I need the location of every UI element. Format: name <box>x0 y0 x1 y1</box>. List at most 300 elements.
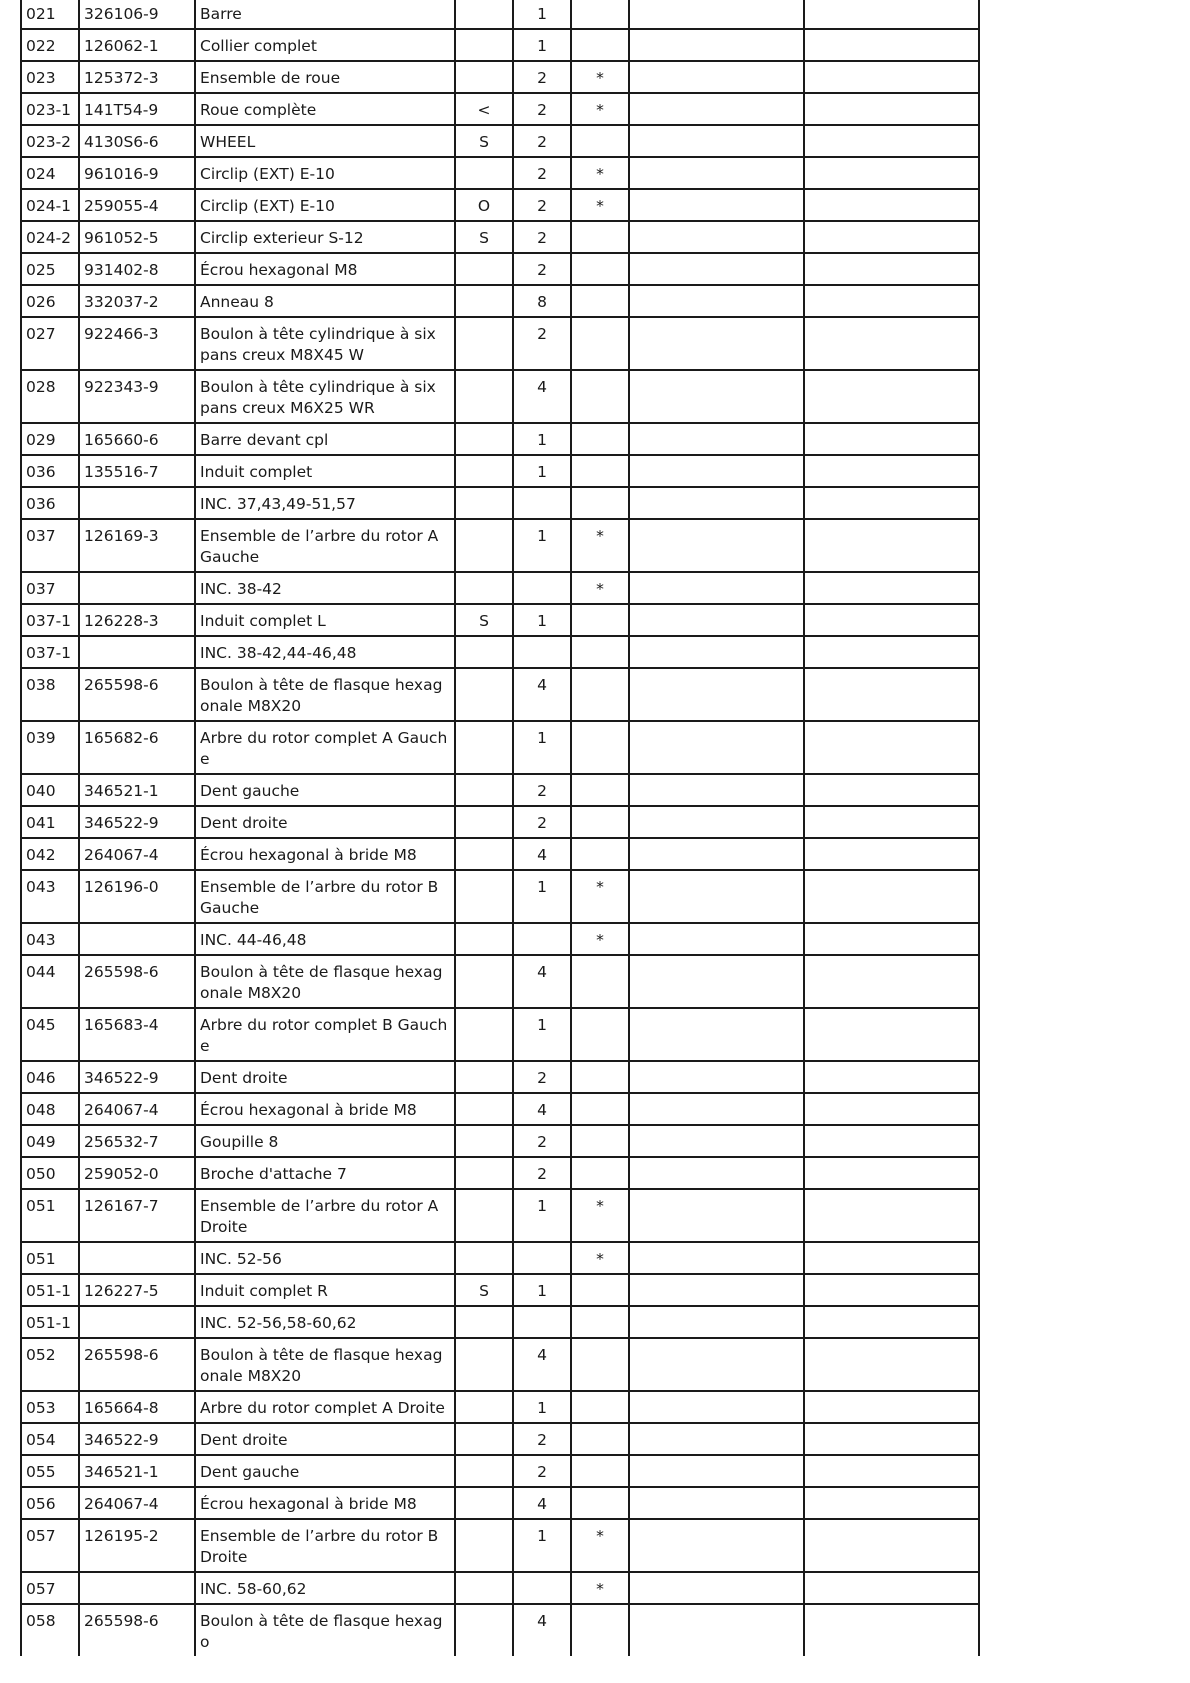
mark-cell <box>571 1157 629 1189</box>
part-number-cell <box>79 636 195 668</box>
mark-cell <box>571 487 629 519</box>
empty-cell <box>629 955 804 1008</box>
table-row <box>21 253 979 285</box>
table-row <box>21 487 979 519</box>
empty-cell <box>629 1572 804 1604</box>
empty-cell <box>804 1189 979 1242</box>
mark-cell: * <box>571 923 629 955</box>
description-cell: Écrou hexagonal à bride M8 <box>195 838 455 870</box>
part-number-cell <box>79 1572 195 1604</box>
mark-cell <box>571 1487 629 1519</box>
part-number-cell: 265598-6 <box>79 1604 195 1656</box>
part-number-cell: 264067-4 <box>79 838 195 870</box>
table-row <box>21 1061 979 1093</box>
table-row <box>21 455 979 487</box>
part-number-cell: 265598-6 <box>79 955 195 1008</box>
part-number-cell: 264067-4 <box>79 1487 195 1519</box>
empty-cell <box>629 1093 804 1125</box>
code-cell <box>455 61 513 93</box>
table-row <box>21 1572 979 1604</box>
part-number-cell: 264067-4 <box>79 1093 195 1125</box>
code-cell <box>455 1572 513 1604</box>
empty-cell <box>629 636 804 668</box>
quantity-cell: 1 <box>513 1519 571 1572</box>
description-cell: Induit complet <box>195 455 455 487</box>
code-cell <box>455 0 513 29</box>
mark-cell <box>571 455 629 487</box>
empty-cell <box>629 923 804 955</box>
description-cell: Écrou hexagonal à bride M8 <box>195 1093 455 1125</box>
ref-cell: 050 <box>21 1157 79 1189</box>
quantity-cell: 1 <box>513 455 571 487</box>
part-number-cell: 4130S6-6 <box>79 125 195 157</box>
table-row <box>21 870 979 923</box>
code-cell <box>455 1487 513 1519</box>
empty-cell <box>804 189 979 221</box>
part-number-cell: 126167-7 <box>79 1189 195 1242</box>
ref-cell: 044 <box>21 955 79 1008</box>
quantity-cell: 2 <box>513 1125 571 1157</box>
empty-cell <box>629 1306 804 1338</box>
quantity-cell: 1 <box>513 423 571 455</box>
empty-cell <box>804 955 979 1008</box>
empty-cell <box>804 1455 979 1487</box>
code-cell: O <box>455 189 513 221</box>
empty-cell <box>804 253 979 285</box>
code-cell: S <box>455 604 513 636</box>
quantity-cell: 1 <box>513 1008 571 1061</box>
description-cell: Arbre du rotor complet A Gauche <box>195 721 455 774</box>
ref-cell: 022 <box>21 29 79 61</box>
code-cell <box>455 1189 513 1242</box>
mark-cell: * <box>571 1572 629 1604</box>
description-cell: Arbre du rotor complet B Gauche <box>195 1008 455 1061</box>
table-row <box>21 1274 979 1306</box>
mark-cell <box>571 423 629 455</box>
code-cell <box>455 668 513 721</box>
quantity-cell <box>513 1572 571 1604</box>
code-cell <box>455 1391 513 1423</box>
description-cell: Dent gauche <box>195 774 455 806</box>
quantity-cell: 2 <box>513 1157 571 1189</box>
table-row <box>21 1093 979 1125</box>
table-row <box>21 636 979 668</box>
empty-cell <box>629 572 804 604</box>
table-row <box>21 604 979 636</box>
ref-cell: 046 <box>21 1061 79 1093</box>
quantity-cell: 2 <box>513 253 571 285</box>
empty-cell <box>629 721 804 774</box>
table-row <box>21 572 979 604</box>
table-row <box>21 838 979 870</box>
ref-cell: 058 <box>21 1604 79 1656</box>
part-number-cell: 165683-4 <box>79 1008 195 1061</box>
quantity-cell: 2 <box>513 61 571 93</box>
ref-cell: 028 <box>21 370 79 423</box>
empty-cell <box>629 423 804 455</box>
part-number-cell: 141T54-9 <box>79 93 195 125</box>
table-row <box>21 0 979 29</box>
quantity-cell: 4 <box>513 1093 571 1125</box>
empty-cell <box>804 221 979 253</box>
empty-cell <box>804 668 979 721</box>
quantity-cell: 1 <box>513 870 571 923</box>
code-cell <box>455 1306 513 1338</box>
quantity-cell: 2 <box>513 93 571 125</box>
code-cell <box>455 636 513 668</box>
part-number-cell: 265598-6 <box>79 1338 195 1391</box>
empty-cell <box>629 1189 804 1242</box>
part-number-cell: 126169-3 <box>79 519 195 572</box>
code-cell <box>455 572 513 604</box>
description-cell: Dent gauche <box>195 1455 455 1487</box>
code-cell <box>455 721 513 774</box>
empty-cell <box>629 1455 804 1487</box>
mark-cell <box>571 636 629 668</box>
quantity-cell: 1 <box>513 29 571 61</box>
empty-cell <box>629 285 804 317</box>
code-cell <box>455 774 513 806</box>
empty-cell <box>629 317 804 370</box>
quantity-cell: 1 <box>513 1189 571 1242</box>
part-number-cell: 922466-3 <box>79 317 195 370</box>
quantity-cell: 2 <box>513 1423 571 1455</box>
empty-cell <box>804 1306 979 1338</box>
empty-cell <box>629 125 804 157</box>
code-cell: S <box>455 125 513 157</box>
part-number-cell <box>79 1242 195 1274</box>
code-cell <box>455 253 513 285</box>
code-cell <box>455 1423 513 1455</box>
code-cell <box>455 1125 513 1157</box>
mark-cell <box>571 668 629 721</box>
ref-cell: 053 <box>21 1391 79 1423</box>
code-cell <box>455 487 513 519</box>
description-cell: Boulon à tête de flasque hexago <box>195 1604 455 1656</box>
quantity-cell: 4 <box>513 668 571 721</box>
empty-cell <box>804 1519 979 1572</box>
mark-cell <box>571 317 629 370</box>
description-cell: INC. 44-46,48 <box>195 923 455 955</box>
mark-cell: * <box>571 519 629 572</box>
mark-cell <box>571 1274 629 1306</box>
ref-cell: 021 <box>21 0 79 29</box>
ref-cell: 043 <box>21 923 79 955</box>
mark-cell <box>571 721 629 774</box>
mark-cell <box>571 1338 629 1391</box>
ref-cell: 037-1 <box>21 604 79 636</box>
empty-cell <box>804 93 979 125</box>
empty-cell <box>629 870 804 923</box>
description-cell: INC. 37,43,49-51,57 <box>195 487 455 519</box>
empty-cell <box>804 1157 979 1189</box>
quantity-cell <box>513 1242 571 1274</box>
table-row <box>21 955 979 1008</box>
ref-cell: 052 <box>21 1338 79 1391</box>
code-cell <box>455 1093 513 1125</box>
description-cell: Induit complet L <box>195 604 455 636</box>
description-cell: Boulon à tête cylindrique à six pans creux M6X25 WR <box>195 370 455 423</box>
ref-cell: 027 <box>21 317 79 370</box>
empty-cell <box>804 1391 979 1423</box>
part-number-cell: 961016-9 <box>79 157 195 189</box>
mark-cell <box>571 1306 629 1338</box>
mark-cell <box>571 253 629 285</box>
code-cell <box>455 838 513 870</box>
mark-cell <box>571 1423 629 1455</box>
empty-cell <box>804 870 979 923</box>
part-number-cell: 256532-7 <box>79 1125 195 1157</box>
code-cell: < <box>455 93 513 125</box>
mark-cell: * <box>571 1519 629 1572</box>
empty-cell <box>629 1008 804 1061</box>
ref-cell: 057 <box>21 1519 79 1572</box>
code-cell <box>455 317 513 370</box>
quantity-cell: 2 <box>513 157 571 189</box>
part-number-cell: 931402-8 <box>79 253 195 285</box>
code-cell <box>455 157 513 189</box>
ref-cell: 056 <box>21 1487 79 1519</box>
empty-cell <box>629 1487 804 1519</box>
empty-cell <box>804 774 979 806</box>
part-number-cell: 135516-7 <box>79 455 195 487</box>
table-row <box>21 125 979 157</box>
table-row <box>21 1008 979 1061</box>
mark-cell <box>571 774 629 806</box>
description-cell: Boulon à tête de flasque hexagonale M8X20 <box>195 668 455 721</box>
empty-cell <box>629 774 804 806</box>
table-row <box>21 1125 979 1157</box>
mark-cell <box>571 955 629 1008</box>
mark-cell <box>571 1093 629 1125</box>
empty-cell <box>804 1008 979 1061</box>
ref-cell: 057 <box>21 1572 79 1604</box>
mark-cell: * <box>571 61 629 93</box>
empty-cell <box>629 806 804 838</box>
ref-cell: 023-1 <box>21 93 79 125</box>
description-cell: Collier complet <box>195 29 455 61</box>
description-cell: Arbre du rotor complet A Droite <box>195 1391 455 1423</box>
code-cell <box>455 370 513 423</box>
mark-cell <box>571 1008 629 1061</box>
mark-cell <box>571 370 629 423</box>
code-cell <box>455 955 513 1008</box>
ref-cell: 038 <box>21 668 79 721</box>
ref-cell: 024-2 <box>21 221 79 253</box>
ref-cell: 036 <box>21 455 79 487</box>
part-number-cell <box>79 487 195 519</box>
quantity-cell: 4 <box>513 1487 571 1519</box>
table-row <box>21 189 979 221</box>
ref-cell: 055 <box>21 1455 79 1487</box>
empty-cell <box>629 487 804 519</box>
quantity-cell: 2 <box>513 221 571 253</box>
part-number-cell: 259052-0 <box>79 1157 195 1189</box>
code-cell <box>455 1519 513 1572</box>
mark-cell: * <box>571 1189 629 1242</box>
part-number-cell: 126228-3 <box>79 604 195 636</box>
description-cell: INC. 38-42,44-46,48 <box>195 636 455 668</box>
empty-cell <box>804 1061 979 1093</box>
empty-cell <box>804 125 979 157</box>
mark-cell <box>571 1455 629 1487</box>
empty-cell <box>804 61 979 93</box>
part-number-cell: 346521-1 <box>79 1455 195 1487</box>
table-row <box>21 157 979 189</box>
table-row <box>21 370 979 423</box>
part-number-cell: 922343-9 <box>79 370 195 423</box>
table-row <box>21 923 979 955</box>
ref-cell: 036 <box>21 487 79 519</box>
code-cell <box>455 923 513 955</box>
quantity-cell: 4 <box>513 955 571 1008</box>
part-number-cell: 961052-5 <box>79 221 195 253</box>
table-row <box>21 1242 979 1274</box>
part-number-cell: 126227-5 <box>79 1274 195 1306</box>
mark-cell <box>571 0 629 29</box>
description-cell: Barre <box>195 0 455 29</box>
mark-cell: * <box>571 572 629 604</box>
ref-cell: 037-1 <box>21 636 79 668</box>
ref-cell: 037 <box>21 572 79 604</box>
table-row <box>21 806 979 838</box>
part-number-cell: 259055-4 <box>79 189 195 221</box>
mark-cell: * <box>571 870 629 923</box>
description-cell: Broche d'attache 7 <box>195 1157 455 1189</box>
empty-cell <box>804 721 979 774</box>
description-cell: Circlip (EXT) E-10 <box>195 157 455 189</box>
description-cell: INC. 58-60,62 <box>195 1572 455 1604</box>
empty-cell <box>629 189 804 221</box>
ref-cell: 051 <box>21 1189 79 1242</box>
empty-cell <box>629 1519 804 1572</box>
part-number-cell: 265598-6 <box>79 668 195 721</box>
part-number-cell: 126062-1 <box>79 29 195 61</box>
ref-cell: 045 <box>21 1008 79 1061</box>
mark-cell <box>571 29 629 61</box>
quantity-cell: 2 <box>513 774 571 806</box>
table-row <box>21 1604 979 1656</box>
description-cell: Anneau 8 <box>195 285 455 317</box>
empty-cell <box>629 1274 804 1306</box>
empty-cell <box>804 604 979 636</box>
ref-cell: 048 <box>21 1093 79 1125</box>
quantity-cell: 1 <box>513 1391 571 1423</box>
description-cell: Circlip exterieur S-12 <box>195 221 455 253</box>
mark-cell <box>571 1125 629 1157</box>
table-row <box>21 1519 979 1572</box>
mark-cell <box>571 285 629 317</box>
ref-cell: 026 <box>21 285 79 317</box>
empty-cell <box>629 1242 804 1274</box>
empty-cell <box>804 572 979 604</box>
parts-list-body <box>21 0 979 1656</box>
ref-cell: 039 <box>21 721 79 774</box>
empty-cell <box>804 806 979 838</box>
table-row <box>21 1423 979 1455</box>
part-number-cell: 332037-2 <box>79 285 195 317</box>
part-number-cell <box>79 1306 195 1338</box>
mark-cell <box>571 838 629 870</box>
empty-cell <box>629 838 804 870</box>
empty-cell <box>804 455 979 487</box>
description-cell: Ensemble de l’arbre du rotor B Gauche <box>195 870 455 923</box>
empty-cell <box>629 157 804 189</box>
code-cell <box>455 1455 513 1487</box>
description-cell: Goupille 8 <box>195 1125 455 1157</box>
ref-cell: 054 <box>21 1423 79 1455</box>
ref-cell: 042 <box>21 838 79 870</box>
empty-cell <box>629 1125 804 1157</box>
table-row <box>21 1306 979 1338</box>
quantity-cell <box>513 923 571 955</box>
description-cell: Dent droite <box>195 1423 455 1455</box>
empty-cell <box>629 1338 804 1391</box>
quantity-cell: 2 <box>513 1455 571 1487</box>
empty-cell <box>804 487 979 519</box>
code-cell <box>455 1604 513 1656</box>
quantity-cell: 4 <box>513 370 571 423</box>
code-cell <box>455 870 513 923</box>
mark-cell <box>571 1391 629 1423</box>
ref-cell: 051 <box>21 1242 79 1274</box>
empty-cell <box>629 668 804 721</box>
part-number-cell: 346522-9 <box>79 1423 195 1455</box>
ref-cell: 037 <box>21 519 79 572</box>
quantity-cell: 1 <box>513 604 571 636</box>
quantity-cell: 4 <box>513 1604 571 1656</box>
mark-cell <box>571 221 629 253</box>
empty-cell <box>804 1572 979 1604</box>
table-row <box>21 423 979 455</box>
description-cell: INC. 52-56 <box>195 1242 455 1274</box>
part-number-cell: 126196-0 <box>79 870 195 923</box>
empty-cell <box>804 317 979 370</box>
table-row <box>21 519 979 572</box>
ref-cell: 051-1 <box>21 1274 79 1306</box>
quantity-cell <box>513 572 571 604</box>
quantity-cell: 4 <box>513 838 571 870</box>
empty-cell <box>804 370 979 423</box>
empty-cell <box>629 221 804 253</box>
description-cell: INC. 38-42 <box>195 572 455 604</box>
table-row <box>21 1338 979 1391</box>
part-number-cell: 165682-6 <box>79 721 195 774</box>
part-number-cell: 346522-9 <box>79 1061 195 1093</box>
empty-cell <box>804 0 979 29</box>
quantity-cell: 1 <box>513 519 571 572</box>
empty-cell <box>804 1242 979 1274</box>
ref-cell: 024-1 <box>21 189 79 221</box>
quantity-cell: 2 <box>513 125 571 157</box>
empty-cell <box>629 1604 804 1656</box>
part-number-cell: 125372-3 <box>79 61 195 93</box>
description-cell: Barre devant cpl <box>195 423 455 455</box>
empty-cell <box>629 29 804 61</box>
code-cell <box>455 423 513 455</box>
description-cell: Écrou hexagonal M8 <box>195 253 455 285</box>
quantity-cell: 2 <box>513 317 571 370</box>
part-number-cell: 165664-8 <box>79 1391 195 1423</box>
code-cell: S <box>455 221 513 253</box>
empty-cell <box>629 1423 804 1455</box>
empty-cell <box>629 93 804 125</box>
description-cell: Ensemble de l’arbre du rotor A Gauche <box>195 519 455 572</box>
table-row <box>21 1455 979 1487</box>
table-row <box>21 721 979 774</box>
empty-cell <box>804 838 979 870</box>
quantity-cell: 1 <box>513 0 571 29</box>
